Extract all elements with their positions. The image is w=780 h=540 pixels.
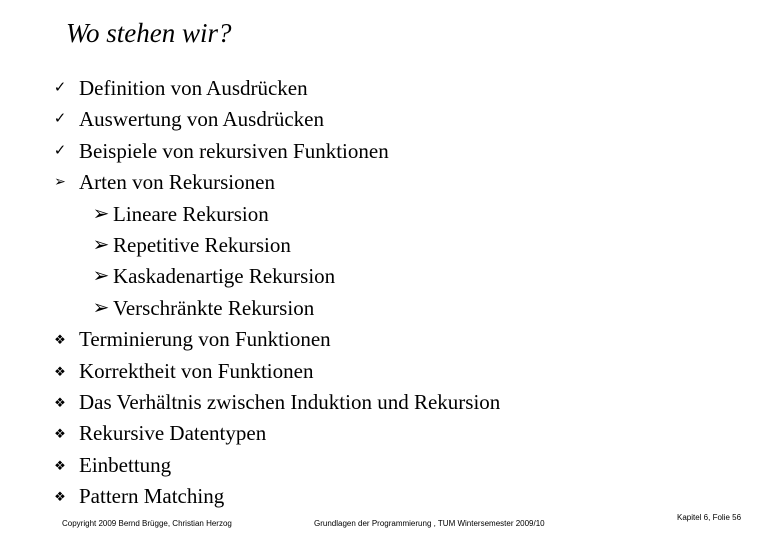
slide-title: Wo stehen wir? [66,18,232,48]
footer-course: Grundlagen der Programmierung , TUM Wintersemester 2009/10 [314,519,545,528]
list-item-text: Verschränkte Rekursion [113,295,315,320]
list-item-text: Beispiele von rekursiven Funktionen [79,138,389,163]
diamond-bullet-icon: ❖ [54,457,66,473]
diamond-bullet-icon: ❖ [54,363,66,379]
arrow-bullet-icon: ➢ [92,296,110,319]
list-item-text: Kaskadenartige Rekursion [113,264,336,289]
list-item-text: Korrektheit von Funktionen [79,358,314,383]
arrow-bullet-icon: ➢ [92,265,110,288]
list-item-text: Pattern Matching [79,484,225,509]
diamond-bullet-icon: ❖ [54,395,66,410]
footer-copyright: Copyright 2009 Bernd Brügge, Christian Herzog [62,519,232,528]
check-mark-icon: ✓ [53,142,67,159]
list-item-text: Auswertung von Ausdrücken [79,107,324,132]
list-item-text: Repetitive Rekursion [113,233,291,257]
arrow-bullet-icon: ➢ [92,202,110,225]
list-item-text: Terminierung von Funktionen [79,327,331,352]
diamond-bullet-icon: ❖ [54,332,66,348]
list-item-text: Einbettung [79,452,172,477]
check-mark-icon: ✓ [53,111,67,128]
arrow-bullet-icon: ➢ [54,175,66,191]
diamond-bullet-icon: ❖ [54,426,66,442]
footer-page-number: Kapitel 6, Folie 56 [677,513,742,522]
list-item-text: Rekursive Datentypen [79,421,267,446]
diamond-bullet-icon: ❖ [54,489,66,505]
check-mark-icon: ✓ [53,80,67,96]
list-item-text: Das Verhältnis zwischen Induktion und Rekursion [79,390,501,414]
list-item-text: Definition von Ausdrücken [79,76,308,100]
arrow-bullet-icon: ➢ [92,234,110,256]
list-item-text: Arten von Rekursionen [79,170,275,195]
list-item-text: Lineare Rekursion [113,201,269,226]
